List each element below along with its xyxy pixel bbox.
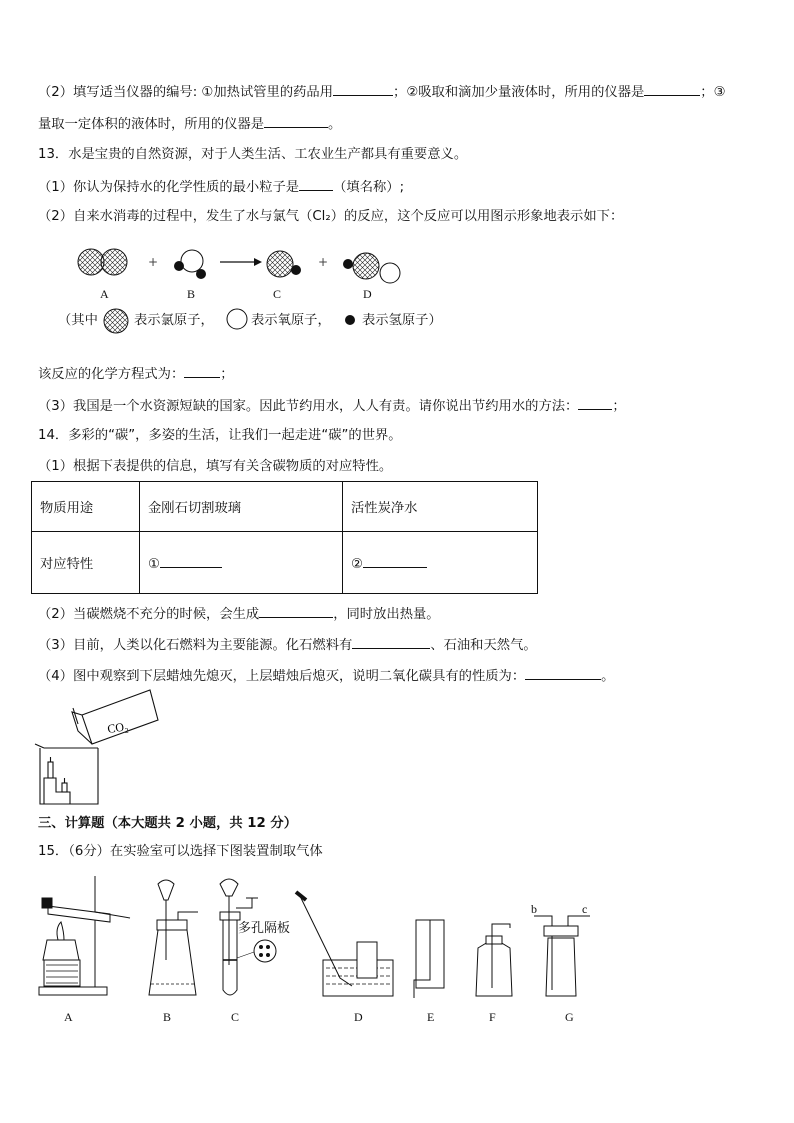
q12-part2-line2: 量取一定体积的液体时，所用的仪器是 。 <box>38 114 341 134</box>
label-c: C <box>273 287 282 301</box>
q13-part2: （2）自来水消毒的过程中，发生了水与氯气（Cl₂）的反应，这个反应可以用图示形象地表示如下： <box>38 209 624 224</box>
apparatus-label-a: A <box>64 1010 73 1024</box>
q14-part2: （2）当碳燃烧不充分的时候，会生成 ，同时放出热量。 <box>38 604 440 624</box>
apparatus-label-f: F <box>489 1010 496 1024</box>
porous-plate-label: 多孔隔板 <box>238 921 291 936</box>
q14-part3: （3）目前，人类以化石燃料为主要能源。化石燃料有 、石油和天然气。 <box>38 635 537 655</box>
legend-cl: 表示氯原子， <box>134 313 214 328</box>
apparatus-b <box>149 880 198 995</box>
label-b: B <box>187 287 196 301</box>
apparatus-label-g: G <box>565 1010 574 1024</box>
q14-part1: （1）根据下表提供的信息，填写有关含碳物质的对应特性。 <box>38 459 393 474</box>
port-c-label: c <box>582 902 588 916</box>
q14-stem: 14．多彩的“碳”，多姿的生活，让我们一起走进“碳”的世界。 <box>38 428 402 443</box>
apparatus-f <box>476 924 512 996</box>
apparatus-label-d: D <box>354 1010 363 1024</box>
apparatus-label-e: E <box>427 1010 435 1024</box>
apparatus-label-b: B <box>163 1010 172 1024</box>
q13-part3: （3）我国是一个水资源短缺的国家。因此节约用水，人人有责。请你说出节约用水的方法： ； <box>38 396 626 416</box>
apparatus-e <box>414 920 444 998</box>
apparatus-a <box>39 876 130 995</box>
legend-o: 表示氧原子， <box>251 313 331 328</box>
legend-prefix: （其中 <box>58 313 98 328</box>
plus-sign: + <box>148 255 159 269</box>
port-b-label: b <box>531 902 537 916</box>
q14-part4: （4）图中观察到下层蜡烛先熄灭，上层蜡烛后熄灭，说明二氧化碳具有的性质为： 。 <box>38 666 614 686</box>
section-heading: 三、计算题（本大题共 2 小题，共 12 分） <box>38 816 298 831</box>
table-row: 对应特性 ① ② <box>32 532 538 594</box>
apparatus-label-c: C <box>231 1010 240 1024</box>
plus-sign: + <box>318 255 329 269</box>
apparatus-g <box>534 916 590 996</box>
q15-stem: 15．（6分）在实验室可以选择下图装置制取气体 <box>38 844 323 859</box>
q13-stem: 13．水是宝贵的自然资源，对于人类生活、工农业生产都具有重要意义。 <box>38 147 468 162</box>
legend-h: 表示氢原子） <box>362 313 442 328</box>
co2-label: CO₂ <box>106 719 130 736</box>
table-row: 物质用途 金刚石切割玻璃 活性炭净水 <box>32 482 538 532</box>
label-d: D <box>363 287 372 301</box>
apparatus-d <box>296 892 393 996</box>
label-a: A <box>100 287 109 301</box>
q13-part1: （1）你认为保持水的化学性质的最小粒子是 （填名称）; <box>38 177 404 197</box>
q12-part2-line1: （2）填写适当仪器的编号: ①加热试管里的药品用 ；②吸取和滴加少量液体时，所用的仪器是 ；③ <box>38 82 726 102</box>
q13-equation: 该反应的化学方程式为： ； <box>38 364 234 384</box>
